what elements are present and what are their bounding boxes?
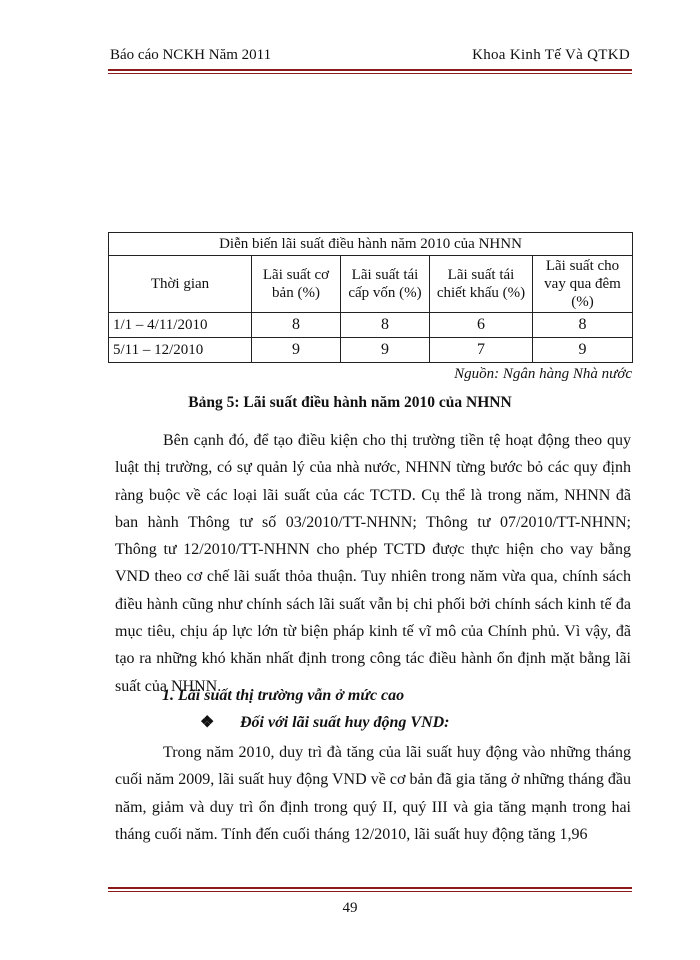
body-paragraph: Trong năm 2010, duy trì đà tăng của lãi suất huy động vào những tháng cuối năm 2009, lãi suất huy động VND về cơ bản đã gia tăng ở những tháng đầu năm, giảm và duy trì ổn định trong quý II, quý III và gia tăng mạnh trong hai tháng cuối năm. Tính đến cuối tháng 12/2010, lãi suất huy động tăng 1,96 (115, 744, 631, 843)
table-cell: 8 (252, 313, 341, 338)
table-cell: 9 (533, 338, 633, 363)
table-cell: 9 (341, 338, 430, 363)
header-faculty: Khoa Kinh Tế Và QTKD (472, 47, 630, 63)
section-heading: 1. Lãi suất thị trường vẫn ở mức cao (162, 687, 405, 704)
table-row (109, 338, 633, 363)
diamond-bullet-icon: ❖ (200, 714, 215, 731)
header-rule-thin (108, 73, 632, 74)
subsection-heading-text: Đối với lãi suất huy động VND: (240, 714, 450, 731)
table-caption: Diễn biến lãi suất điều hành năm 2010 của NHNN (109, 233, 633, 256)
table-cell: 5/11 – 12/2010 (109, 338, 252, 363)
subsection-heading (200, 712, 450, 732)
table-source-note: Nguồn: Ngân hàng Nhà nước (454, 366, 632, 382)
table-cell: 9 (252, 338, 341, 363)
table-cell: 8 (533, 313, 633, 338)
page-number: 49 (342, 900, 358, 916)
table-cell: 1/1 – 4/11/2010 (109, 313, 252, 338)
column-header: Thời gian (109, 256, 252, 313)
table-row (109, 313, 633, 338)
footer-rule-thick (108, 887, 632, 889)
header-rule-thick (108, 69, 632, 71)
body-paragraph: Bên cạnh đó, để tạo điều kiện cho thị trường tiền tệ hoạt động theo quy luật thị trường, có sự quản lý của nhà nước, NHNN từng bước bỏ các quy định ràng buộc về các loại lãi suất của các TCTD. Cụ thể là trong năm, NHNN đã ban hành Thông tư số 03/2010/TT-NHNN; Thông tư 07/2010/TT-NHNN; Thông tư 12/2010/TT-NHNN cho phép TCTD được thực hiện cho vay bằng VND theo cơ chế lãi suất thỏa thuận. Tuy nhiên trong năm vừa qua, chính sách điều hành cũng như chính sách lãi suất vẫn bị chi phối bởi chính sách kinh tế đa mục tiêu, chịu áp lực lớn từ biện pháp kinh tế vĩ mô của Chính phủ. Vì vậy, đã tạo ra những khó khăn nhất định trong công tác điều hành ổn định mặt bằng lãi suất của NHNN. (115, 432, 631, 695)
column-header: Lãi suất tái chiết khấu (%) (430, 256, 533, 313)
footer-rule-thin (108, 891, 632, 892)
table-cell: 7 (430, 338, 533, 363)
table-title: Bảng 5: Lãi suất điều hành năm 2010 của NHNN (188, 394, 512, 411)
column-header: Lãi suất tái cấp vốn (%) (341, 256, 430, 313)
header-report-title: Báo cáo NCKH Năm 2011 (110, 47, 272, 63)
table-cell: 8 (341, 313, 430, 338)
column-header: Lãi suất cơ bản (%) (252, 256, 341, 313)
interest-rate-table (108, 232, 633, 363)
table-cell: 6 (430, 313, 533, 338)
table-header-row (109, 256, 633, 313)
column-header: Lãi suất cho vay qua đêm (%) (533, 256, 633, 313)
